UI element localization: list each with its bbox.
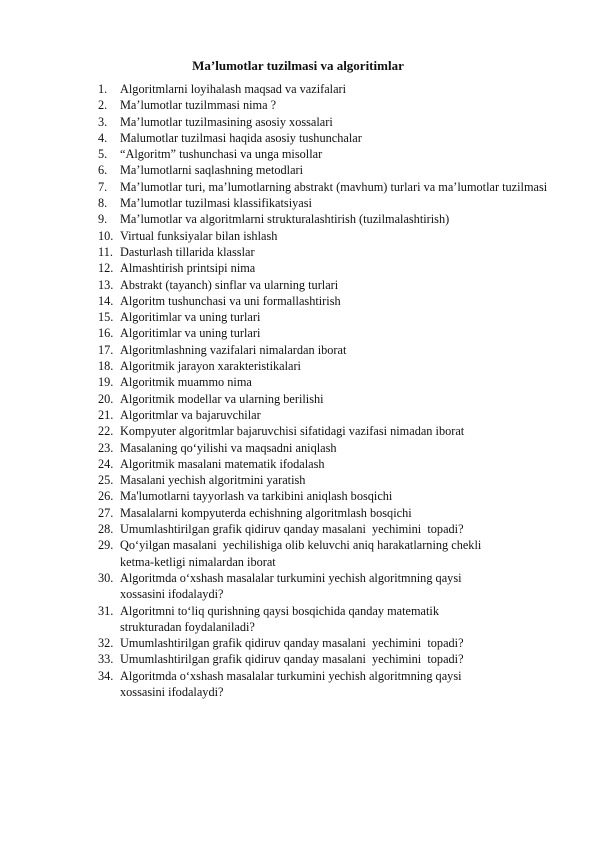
item-number: 1. bbox=[98, 82, 108, 96]
item-text: Algoritmik modellar va ularning berilishi bbox=[120, 391, 324, 406]
item-text: Malumotlar tuzilmasi haqida asosiy tushunchalar bbox=[120, 130, 362, 145]
question-list bbox=[98, 81, 558, 700]
list-item bbox=[98, 537, 558, 570]
item-number: 24. bbox=[98, 456, 114, 471]
item-number: 31. bbox=[98, 603, 114, 618]
list-item bbox=[98, 277, 558, 293]
item-text: Umumlashtirilgan grafik qidiruv qanday masalani yechimini topadi? bbox=[120, 652, 464, 667]
list-item bbox=[98, 603, 558, 636]
item-text: Algoritmni to‘liq qurishning qaysi bosqichida qanday matematik strukturadan foydalaniladi? bbox=[120, 603, 439, 634]
item-number: 33. bbox=[98, 652, 114, 667]
item-number: 32. bbox=[98, 636, 114, 651]
list-item bbox=[98, 521, 558, 537]
item-text: Algoritmik jarayon xarakteristikalari bbox=[120, 359, 301, 374]
item-number: 20. bbox=[98, 391, 114, 406]
item-number: 30. bbox=[98, 570, 114, 585]
item-number: 13. bbox=[98, 277, 114, 292]
item-text: Algoritmik masalani matematik ifodalash bbox=[120, 456, 325, 471]
item-number: 16. bbox=[98, 326, 114, 341]
item-number: 19. bbox=[98, 375, 114, 390]
list-item bbox=[98, 440, 558, 456]
item-number: 5. bbox=[98, 147, 108, 162]
item-text: Ma’lumotlar tuzilmmasi nima ? bbox=[120, 98, 277, 113]
item-text: Almashtirish printsipi nima bbox=[120, 261, 256, 276]
item-number: 8. bbox=[98, 196, 108, 211]
item-number: 29. bbox=[98, 538, 114, 553]
item-text: Algoritimlar va uning turlari bbox=[120, 326, 261, 341]
list-item bbox=[98, 228, 558, 244]
list-item bbox=[98, 309, 558, 325]
list-item bbox=[98, 342, 558, 358]
item-text: Algoritmlashning vazifalari nimalardan iborat bbox=[120, 342, 347, 357]
list-item bbox=[98, 146, 558, 162]
list-item bbox=[98, 407, 558, 423]
item-text: Algoritmda o‘xshash masalalar turkumini yechish algoritmning qaysi xossasini ifodalaydi? bbox=[120, 668, 462, 699]
list-item bbox=[98, 488, 558, 504]
item-number: 34. bbox=[98, 668, 114, 683]
list-item bbox=[98, 81, 558, 97]
item-number: 10. bbox=[98, 228, 114, 243]
item-text: Ma'lumotlarni tayyorlash va tarkibini aniqlash bosqichi bbox=[120, 489, 393, 504]
item-text: Ma’lumotlar tuzilmasi klassifikatsiyasi bbox=[120, 196, 312, 211]
item-text: Virtual funksiyalar bilan ishlash bbox=[120, 228, 278, 243]
item-number: 23. bbox=[98, 440, 114, 455]
item-text: Algoritmda o‘xshash masalalar turkumini yechish algoritmning qaysi xossasini ifodalaydi? bbox=[120, 570, 462, 602]
item-number: 26. bbox=[98, 489, 114, 504]
list-item bbox=[98, 162, 558, 178]
list-item bbox=[98, 635, 558, 651]
list-item bbox=[98, 260, 558, 276]
item-text: Dasturlash tillarida klasslar bbox=[120, 244, 255, 259]
item-number: 9. bbox=[98, 212, 108, 227]
item-number: 21. bbox=[98, 407, 114, 422]
list-item bbox=[98, 114, 558, 130]
item-number: 28. bbox=[98, 522, 114, 537]
item-text: Ma’lumotlar tuzilmasining asosiy xossalari bbox=[120, 114, 333, 129]
item-text: “Algoritm” tushunchasi va unga misollar bbox=[120, 147, 323, 162]
item-text: Masalaning qo‘yilishi va maqsadni aniqlash bbox=[120, 440, 337, 455]
item-text: Ma’lumotlar va algoritmlarni strukturalashtirish (tuzilmalashtirish) bbox=[120, 212, 450, 227]
item-text: Masalalarni kompyuterda echishning algoritmlash bosqichi bbox=[120, 505, 412, 520]
list-item bbox=[98, 97, 558, 113]
item-number: 15. bbox=[98, 310, 114, 325]
item-number: 4. bbox=[98, 130, 108, 145]
item-number: 11. bbox=[98, 244, 113, 259]
item-number: 3. bbox=[98, 114, 108, 129]
item-text: Algoritmik muammo nima bbox=[120, 375, 252, 390]
item-number: 27. bbox=[98, 505, 114, 520]
list-item bbox=[98, 244, 558, 260]
item-text: Algoritmlarni loyihalash maqsad va vazifalari bbox=[120, 82, 347, 96]
item-number: 25. bbox=[98, 473, 114, 488]
item-number: 22. bbox=[98, 424, 114, 439]
item-number: 2. bbox=[98, 98, 108, 113]
list-item bbox=[98, 391, 558, 407]
item-number: 7. bbox=[98, 179, 108, 194]
item-text: Algoritm tushunchasi va uni formallashtirish bbox=[120, 293, 341, 308]
list-item bbox=[98, 570, 558, 603]
item-text: Kompyuter algoritmlar bajaruvchisi sifatidagi vazifasi nimadan iborat bbox=[120, 424, 465, 439]
item-number: 12. bbox=[98, 261, 114, 276]
item-number: 17. bbox=[98, 342, 114, 357]
list-item bbox=[98, 358, 558, 374]
list-item bbox=[98, 374, 558, 390]
list-item bbox=[98, 325, 558, 341]
list-item bbox=[98, 456, 558, 472]
item-text: Abstrakt (tayanch) sinflar va ularning turlari bbox=[120, 277, 339, 292]
list-item bbox=[98, 423, 558, 439]
item-text: Ma’lumotlar turi, ma’lumotlarning abstrakt (mavhum) turlari va ma’lumotlar tuzilmasi bbox=[120, 179, 548, 194]
item-text: Umumlashtirilgan grafik qidiruv qanday masalani yechimini topadi? bbox=[120, 636, 464, 651]
document-title: Ma’lumotlar tuzilmasi va algoritimlar bbox=[192, 58, 404, 73]
item-text: Umumlashtirilgan grafik qidiruv qanday masalani yechimini topadi? bbox=[120, 522, 464, 537]
list-item bbox=[98, 211, 558, 227]
list-item bbox=[98, 651, 558, 667]
item-number: 6. bbox=[98, 163, 108, 178]
list-item bbox=[98, 505, 558, 521]
list-item bbox=[98, 179, 558, 195]
list-item bbox=[98, 130, 558, 146]
item-text: Qo‘yilgan masalani yechilishiga olib keluvchi aniq harakatlarning chekli ketma-ketligi nimalardan iborat bbox=[120, 538, 482, 569]
list-item bbox=[98, 668, 558, 701]
list-item bbox=[98, 472, 558, 488]
item-text: Ma’lumotlarni saqlashning metodlari bbox=[120, 163, 304, 178]
item-text: Masalani yechish algoritmini yaratish bbox=[120, 473, 306, 488]
list-item bbox=[98, 293, 558, 309]
item-text: Algoritimlar va uning turlari bbox=[120, 310, 261, 325]
list-item bbox=[98, 195, 558, 211]
item-text: Algoritmlar va bajaruvchilar bbox=[120, 407, 261, 422]
item-number: 14. bbox=[98, 293, 114, 308]
item-number: 18. bbox=[98, 359, 114, 374]
